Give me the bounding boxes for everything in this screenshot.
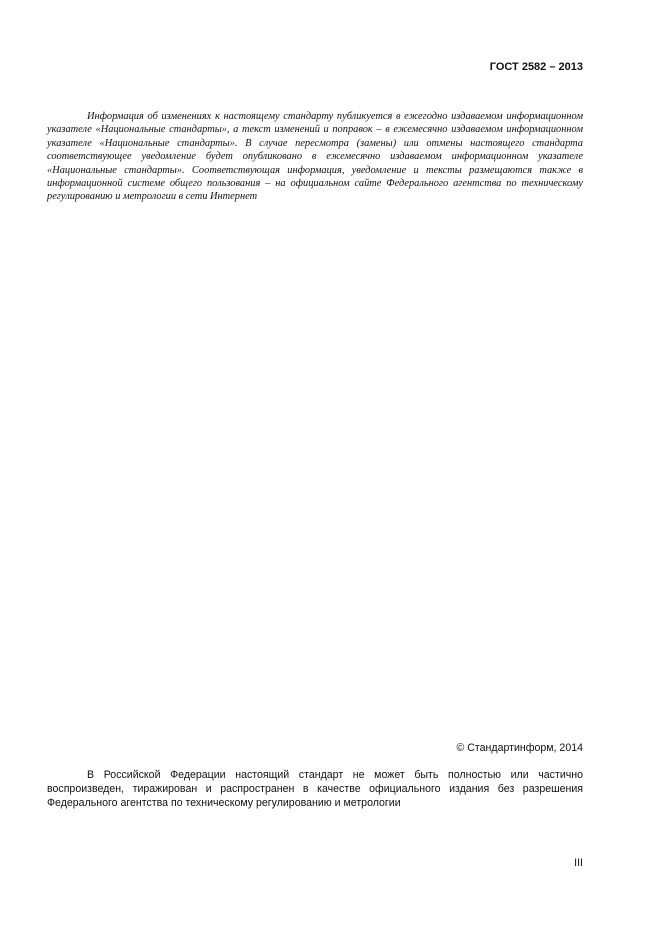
copyright-line <box>456 742 583 754</box>
copyright-icon: © <box>456 742 465 754</box>
page-number: III <box>574 857 583 869</box>
standard-code-header: ГОСТ 2582 – 2013 <box>489 61 583 73</box>
copyright-text: Стандартинформ, 2014 <box>467 742 583 754</box>
changes-notice-paragraph: Информация об изменениях к настоящему стандарту публикуется в ежегодно издаваемом информационном указателе «Национальные стандарты», а текст изменений и поправок – в ежемесячно издаваемом информационном указателе «Национальные стандарты». В случае пересмотра (замены) или отмены настоящего стандарта соответствующее уведомление будет опубликовано в ежемесячно издаваемом информационном указателе «Национальные стандарты». Соответствующая информация, уведомление и тексты размещаются также в информационной системе общего пользования – на официальном сайте Федерального агентства по техническому регулированию и метрологии в сети Интернет <box>47 111 583 203</box>
reproduction-restriction-paragraph: В Российской Федерации настоящий стандарт не может быть полностью или частично воспроизведен, тиражирован и распространен в качестве официального издания без разрешения Федерального агентства по техническому регулированию и метрологии <box>47 769 583 809</box>
